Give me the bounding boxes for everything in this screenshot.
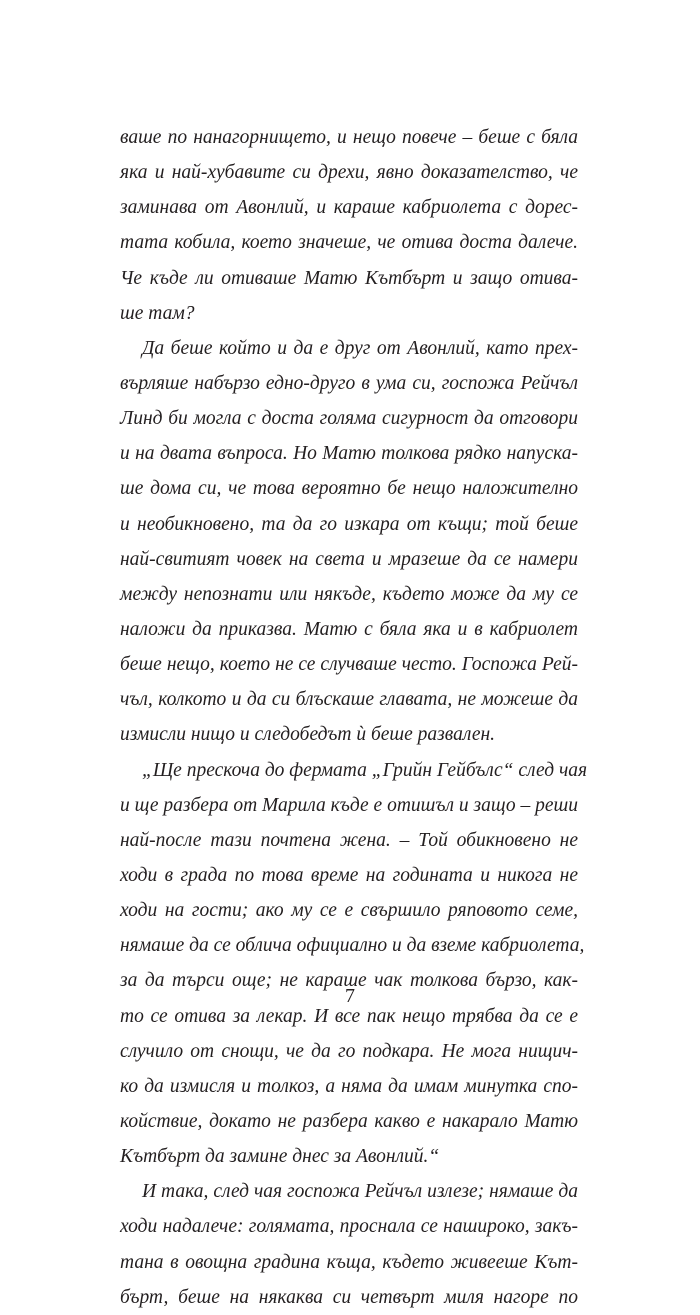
text-line: койствие, докато не разбера какво е накарало Матю <box>120 1110 578 1132</box>
text-line: „Ще прескоча до фермата „Грийн Гейбълс“ след чая <box>142 759 588 781</box>
text-line: най-после тази почтена жена. – Той обикновено не <box>120 829 578 851</box>
body-text <box>120 120 588 1315</box>
text-line: върляше набързо едно-друго в ума си, госпожа Рейчъл <box>120 372 578 394</box>
text-line: яка и най-хубавите си дрехи, явно доказателство, че <box>120 162 578 184</box>
text-line: тана в овощна градина къща, където живееше Кът- <box>120 1251 578 1273</box>
text-line: Че къде ли отиваше Матю Кътбърт и защо отива- <box>120 267 578 289</box>
text-line: и ще разбера от Марила къде е отишъл и защо – реши <box>120 794 578 816</box>
text-line: ше там? <box>120 302 195 324</box>
text-line: ходи на гости; ако му се е свършило ряповото семе, <box>120 900 578 922</box>
text-line: случило от снощи, че да го подкара. Не мога нищич- <box>120 1040 578 1062</box>
text-line: измисли нищо и следобедът ѝ беше развален. <box>120 724 496 746</box>
text-line: Кътбърт да замине днес за Авонлий.“ <box>120 1146 440 1168</box>
text-line: заминава от Авонлий, и караше кабриолета с дорес- <box>120 197 578 219</box>
text-line: и необикновено, та да го изкара от къщи; той беше <box>120 513 578 535</box>
text-line: и на двата въпроса. Но Матю толкова рядко напуска- <box>120 443 578 465</box>
text-line: бърт, беше на някаква си четвърт миля нагоре по <box>120 1286 578 1308</box>
text-line: най-свитият човек на света и мразеше да се намери <box>120 548 578 570</box>
text-line: то се отива за лекар. И все пак нещо трябва да се е <box>120 1005 578 1027</box>
text-line: Да беше който и да е друг от Авонлий, като прех- <box>142 337 578 359</box>
text-line: между непознати или някъде, където може да му се <box>120 583 578 605</box>
page-number: 7 <box>345 985 355 1007</box>
text-line: ходи надалече: голямата, проснала се нашироко, закъ- <box>120 1216 578 1238</box>
text-line: чъл, колкото и да си блъскаше главата, не можеше да <box>120 689 578 711</box>
text-line: ходи в града по това време на годината и никога не <box>120 864 578 886</box>
text-line: ко да измисля и толкоз, а няма да имам минутка спо- <box>120 1075 578 1097</box>
text-line: нямаше да се облича официално и да вземе кабриолета, <box>120 935 585 957</box>
text-line: ше дома си, че това вероятно бе нещо наложително <box>120 478 578 500</box>
text-line: И така, след чая госпожа Рейчъл излезе; нямаше да <box>142 1181 578 1203</box>
text-line: за да търси още; не караше чак толкова бързо, как- <box>120 970 578 992</box>
text-line: тата кобила, което значеше, че отива доста далече. <box>120 232 578 254</box>
text-line: Линд би могла с доста голяма сигурност да отговори <box>120 408 578 430</box>
text-line: наложи да приказва. Матю с бяла яка и в кабриолет <box>120 618 578 640</box>
text-line: беше нещо, което не се случваше често. Госпожа Рей- <box>120 654 578 676</box>
text-line: ваше по нанагорнището, и нещо повече – беше с бяла <box>120 127 578 148</box>
